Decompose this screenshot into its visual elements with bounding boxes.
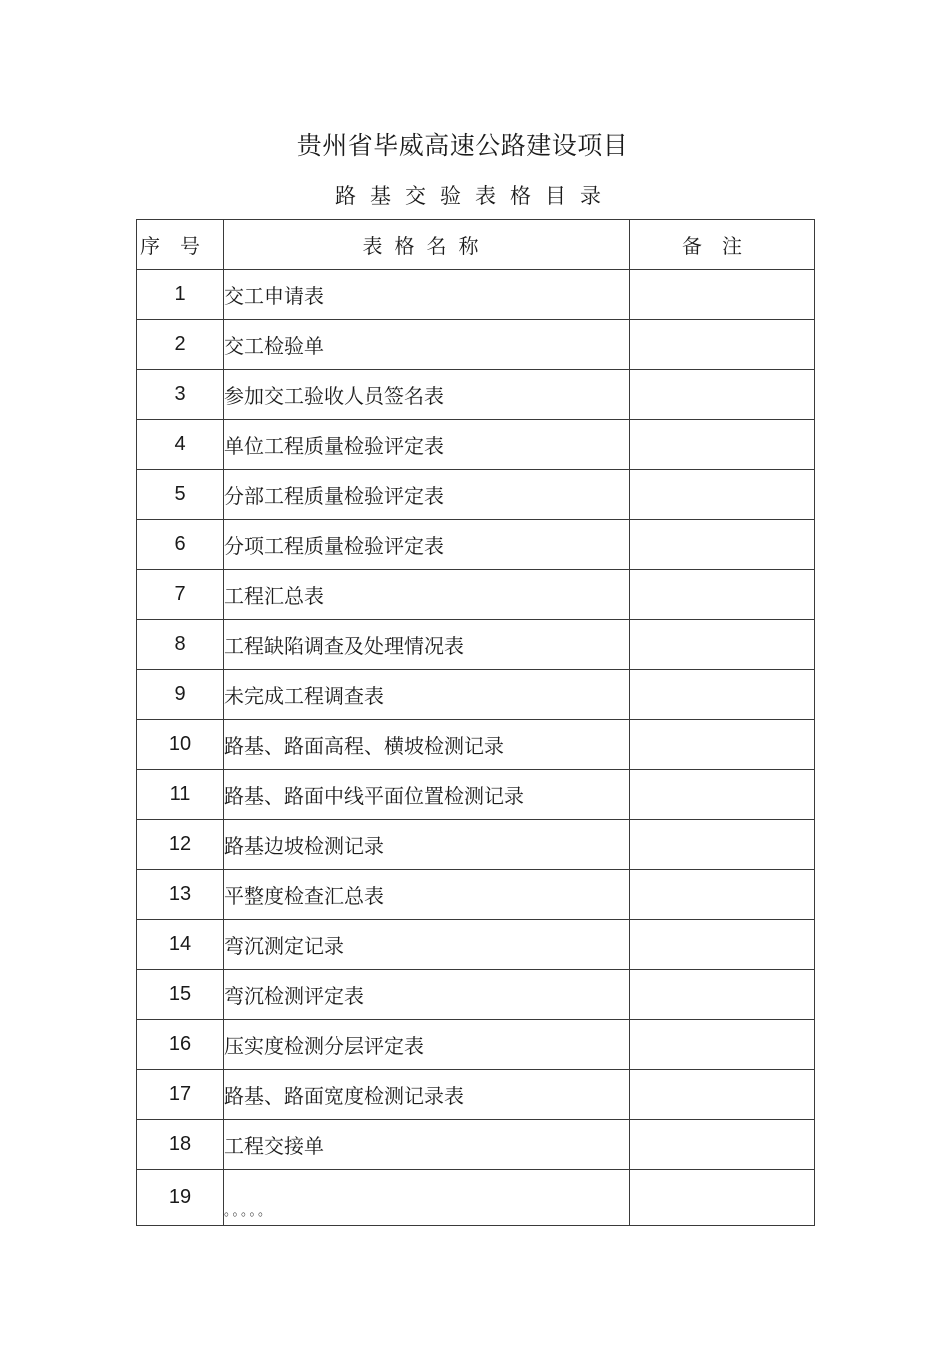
form-name: 分部工程质量检验评定表	[224, 470, 630, 520]
table-body	[137, 270, 815, 1226]
table-row	[137, 470, 815, 520]
row-number: 6	[137, 520, 224, 570]
remark-cell	[630, 470, 815, 520]
form-name: 路基、路面高程、横坡检测记录	[224, 720, 630, 770]
column-header-remark: 备注	[630, 220, 815, 270]
remark-cell	[630, 370, 815, 420]
remark-cell	[630, 320, 815, 370]
table-row	[137, 320, 815, 370]
document-title: 贵州省毕威高速公路建设项目	[296, 131, 629, 160]
table-header-row	[137, 220, 815, 270]
row-number: 16	[137, 1020, 224, 1070]
remark-cell	[630, 420, 815, 470]
table-of-contents	[136, 219, 815, 1226]
row-number: 12	[137, 820, 224, 870]
row-number: 17	[137, 1070, 224, 1120]
table-row	[137, 620, 815, 670]
table-row	[137, 1070, 815, 1120]
column-header-form-name: 表格名称	[224, 220, 630, 270]
table-row	[137, 770, 815, 820]
table-row	[137, 820, 815, 870]
form-name: 弯沉检测评定表	[224, 970, 630, 1020]
row-number: 18	[137, 1120, 224, 1170]
row-number: 15	[137, 970, 224, 1020]
remark-cell	[630, 720, 815, 770]
form-name: 弯沉测定记录	[224, 920, 630, 970]
row-number: 4	[137, 420, 224, 470]
table-row	[137, 720, 815, 770]
remark-cell	[630, 770, 815, 820]
remark-cell	[630, 820, 815, 870]
table-row	[137, 370, 815, 420]
table-row	[137, 670, 815, 720]
form-name: 路基、路面宽度检测记录表	[224, 1070, 630, 1120]
row-number: 3	[137, 370, 224, 420]
remark-cell	[630, 670, 815, 720]
form-name: 路基边坡检测记录	[224, 820, 630, 870]
row-number: 9	[137, 670, 224, 720]
row-number: 5	[137, 470, 224, 520]
remark-cell	[630, 570, 815, 620]
row-number: 1	[137, 270, 224, 320]
remark-cell	[630, 1070, 815, 1120]
table-row	[137, 920, 815, 970]
form-name: 。。。。。	[224, 1170, 630, 1226]
table-row	[137, 1170, 815, 1226]
form-name: 平整度检查汇总表	[224, 870, 630, 920]
remark-cell	[630, 870, 815, 920]
form-name: 分项工程质量检验评定表	[224, 520, 630, 570]
remark-cell	[630, 1120, 815, 1170]
form-name: 交工申请表	[224, 270, 630, 320]
form-name: 压实度检测分层评定表	[224, 1020, 630, 1070]
column-header-number: 序号	[137, 220, 224, 270]
remark-cell	[630, 270, 815, 320]
row-number: 8	[137, 620, 224, 670]
form-name: 路基、路面中线平面位置检测记录	[224, 770, 630, 820]
row-number: 10	[137, 720, 224, 770]
remark-cell	[630, 520, 815, 570]
form-name: 单位工程质量检验评定表	[224, 420, 630, 470]
table-row	[137, 1020, 815, 1070]
remark-cell	[630, 920, 815, 970]
form-name: 工程缺陷调查及处理情况表	[224, 620, 630, 670]
form-name: 参加交工验收人员签名表	[224, 370, 630, 420]
row-number: 13	[137, 870, 224, 920]
form-name: 未完成工程调查表	[224, 670, 630, 720]
form-name: 工程交接单	[224, 1120, 630, 1170]
row-number: 19	[137, 1170, 224, 1226]
table-row	[137, 970, 815, 1020]
remark-cell	[630, 620, 815, 670]
table-row	[137, 870, 815, 920]
table-row	[137, 520, 815, 570]
table-row	[137, 270, 815, 320]
form-name: 工程汇总表	[224, 570, 630, 620]
table-row	[137, 570, 815, 620]
remark-cell	[630, 1170, 815, 1226]
document-subtitle: 路基交验表格目录	[335, 184, 615, 208]
table-row	[137, 420, 815, 470]
row-number: 14	[137, 920, 224, 970]
table-row	[137, 1120, 815, 1170]
row-number: 7	[137, 570, 224, 620]
form-name: 交工检验单	[224, 320, 630, 370]
remark-cell	[630, 1020, 815, 1070]
row-number: 11	[137, 770, 224, 820]
row-number: 2	[137, 320, 224, 370]
remark-cell	[630, 970, 815, 1020]
